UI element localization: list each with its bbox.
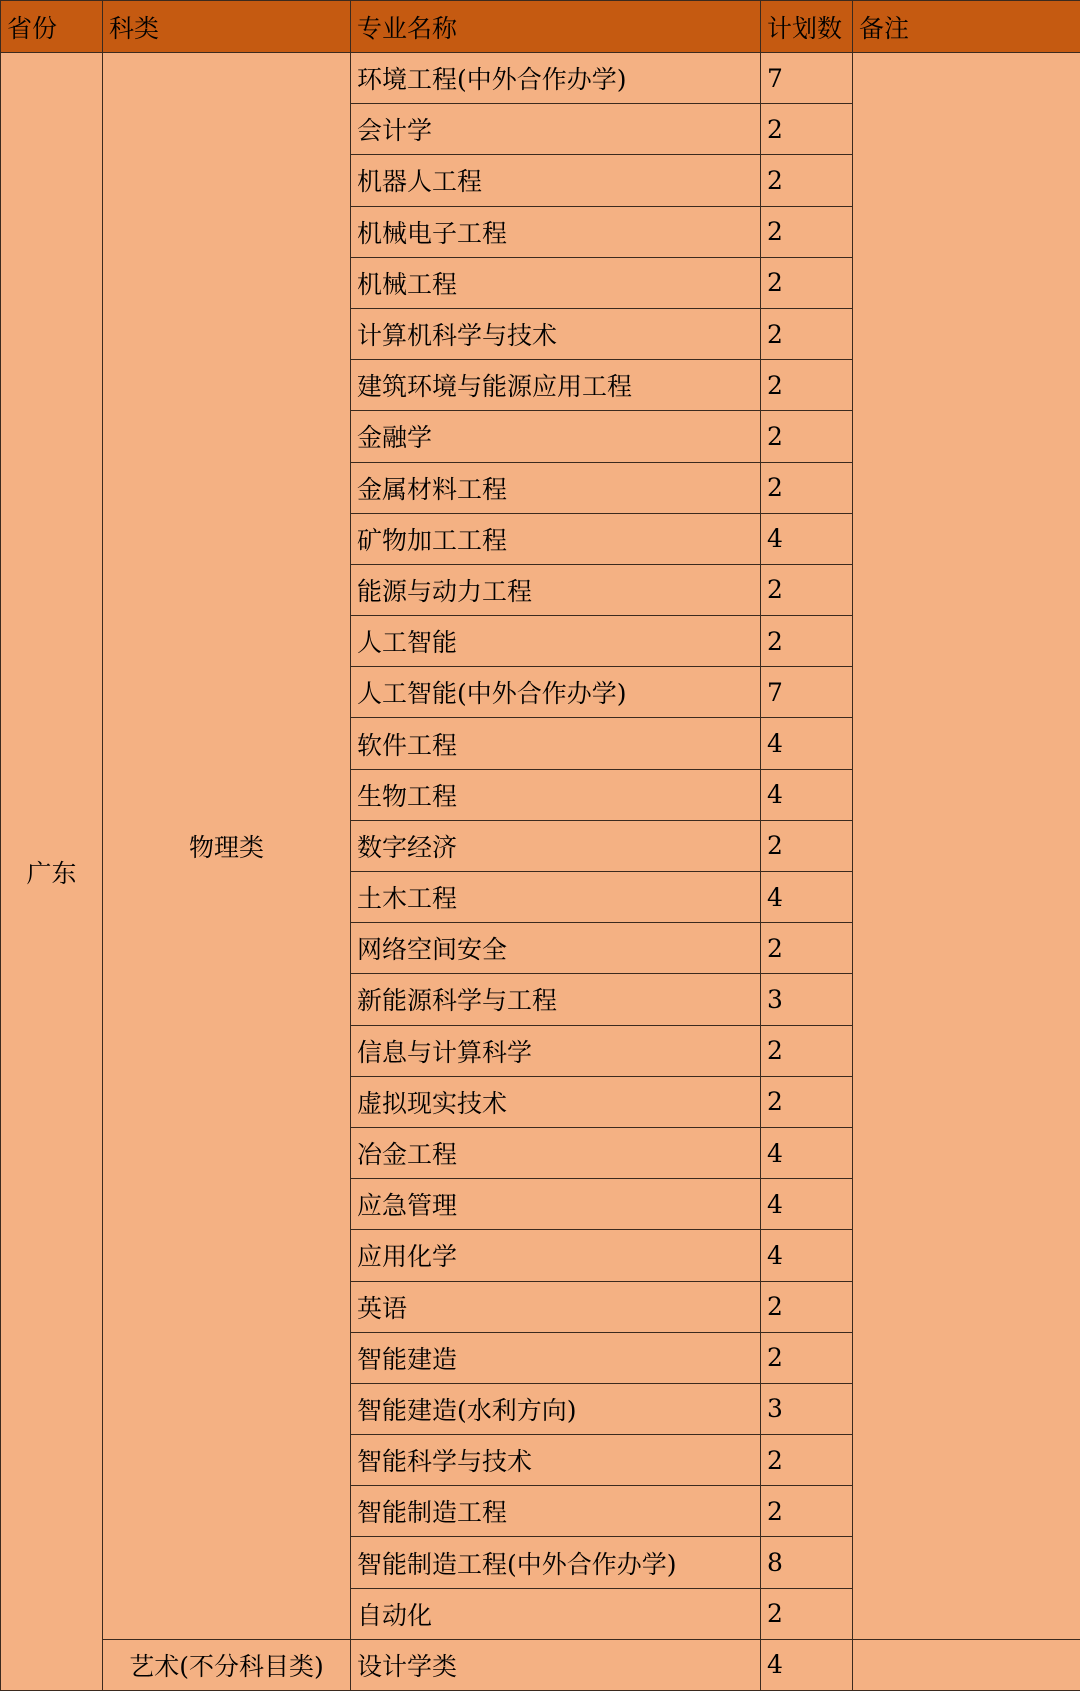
header-province: 省份: [1, 1, 103, 53]
major-cell: 能源与动力工程: [351, 564, 761, 615]
count-cell: 2: [761, 257, 853, 308]
major-cell: 智能制造工程: [351, 1486, 761, 1537]
header-count: 计划数: [761, 1, 853, 53]
major-cell: 人工智能: [351, 616, 761, 667]
table-row: [1, 1639, 1080, 1690]
major-cell: 智能建造: [351, 1332, 761, 1383]
count-cell: 2: [761, 206, 853, 257]
major-cell: 环境工程(中外合作办学): [351, 53, 761, 104]
count-cell: 2: [761, 462, 853, 513]
major-cell: 土木工程: [351, 872, 761, 923]
count-cell: 4: [761, 1127, 853, 1178]
count-cell: 2: [761, 1076, 853, 1127]
major-cell: 信息与计算科学: [351, 1025, 761, 1076]
note-cell: [853, 53, 1080, 1640]
major-cell: 机械工程: [351, 257, 761, 308]
count-cell: 4: [761, 1639, 853, 1690]
count-cell: 2: [761, 411, 853, 462]
major-cell: 金融学: [351, 411, 761, 462]
count-cell: 2: [761, 616, 853, 667]
count-cell: 2: [761, 923, 853, 974]
table-body: [1, 1, 1080, 1691]
major-cell: 虚拟现实技术: [351, 1076, 761, 1127]
major-cell: 智能制造工程(中外合作办学): [351, 1537, 761, 1588]
count-cell: 4: [761, 718, 853, 769]
count-cell: 2: [761, 564, 853, 615]
count-cell: 2: [761, 104, 853, 155]
count-cell: 2: [761, 1486, 853, 1537]
major-cell: 冶金工程: [351, 1127, 761, 1178]
count-cell: 2: [761, 820, 853, 871]
major-cell: 矿物加工工程: [351, 513, 761, 564]
major-cell: 会计学: [351, 104, 761, 155]
count-cell: 7: [761, 667, 853, 718]
count-cell: 2: [761, 308, 853, 359]
note-cell: [853, 1639, 1080, 1690]
major-cell: 人工智能(中外合作办学): [351, 667, 761, 718]
major-cell: 数字经济: [351, 820, 761, 871]
count-cell: 7: [761, 53, 853, 104]
count-cell: 8: [761, 1537, 853, 1588]
major-cell: 建筑环境与能源应用工程: [351, 360, 761, 411]
major-cell: 网络空间安全: [351, 923, 761, 974]
count-cell: 4: [761, 1230, 853, 1281]
count-cell: 2: [761, 1332, 853, 1383]
major-cell: 软件工程: [351, 718, 761, 769]
count-cell: 2: [761, 360, 853, 411]
category-cell: 物理类: [103, 53, 351, 1640]
table-row: [1, 53, 1080, 104]
major-cell: 应急管理: [351, 1179, 761, 1230]
count-cell: 2: [761, 1025, 853, 1076]
major-cell: 自动化: [351, 1588, 761, 1639]
count-cell: 2: [761, 1435, 853, 1486]
count-cell: 2: [761, 1588, 853, 1639]
count-cell: 3: [761, 1383, 853, 1434]
header-note: 备注: [853, 1, 1080, 53]
major-cell: 生物工程: [351, 769, 761, 820]
count-cell: 4: [761, 1179, 853, 1230]
count-cell: 4: [761, 872, 853, 923]
count-cell: 4: [761, 513, 853, 564]
major-cell: 金属材料工程: [351, 462, 761, 513]
major-cell: 机器人工程: [351, 155, 761, 206]
province-cell: 广东: [1, 53, 103, 1691]
major-cell: 计算机科学与技术: [351, 308, 761, 359]
major-cell: 设计学类: [351, 1639, 761, 1690]
major-cell: 应用化学: [351, 1230, 761, 1281]
major-cell: 新能源科学与工程: [351, 974, 761, 1025]
count-cell: 3: [761, 974, 853, 1025]
major-cell: 机械电子工程: [351, 206, 761, 257]
count-cell: 2: [761, 1281, 853, 1332]
count-cell: 2: [761, 155, 853, 206]
major-cell: 智能建造(水利方向): [351, 1383, 761, 1434]
header-major: 专业名称: [351, 1, 761, 53]
category-cell: 艺术(不分科目类): [103, 1639, 351, 1690]
header-category: 科类: [103, 1, 351, 53]
table-header-row: [1, 1, 1080, 53]
major-cell: 英语: [351, 1281, 761, 1332]
count-cell: 4: [761, 769, 853, 820]
major-cell: 智能科学与技术: [351, 1435, 761, 1486]
